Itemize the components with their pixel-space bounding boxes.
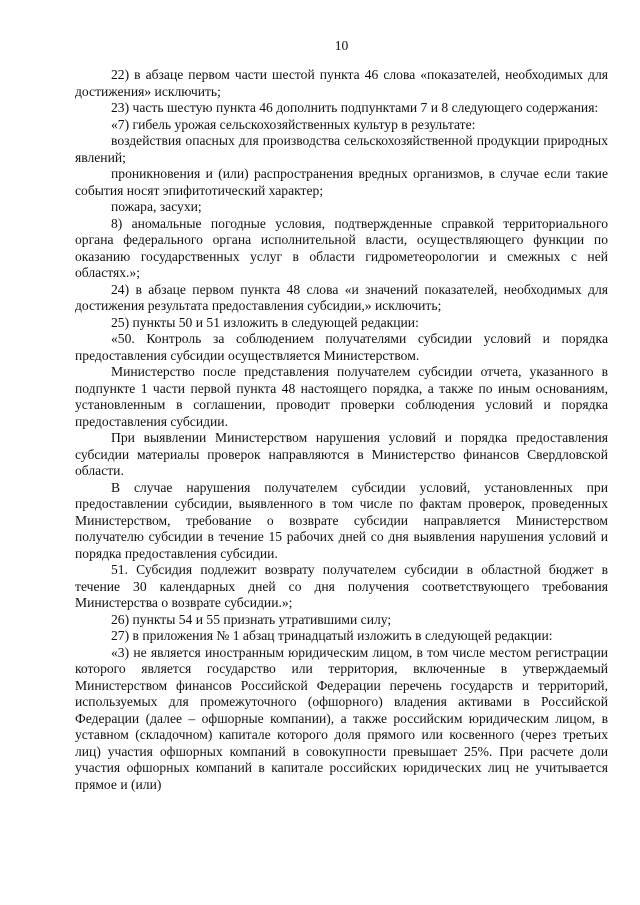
page-number: 10 [334,38,349,53]
paragraph-item-26: 26) пункты 54 и 55 признать утратившими силу; [111,611,392,627]
paragraph-item-22: 22) в абзаце первом части шестой пункта 46 слова «показателей, необходимых для достижения» исключить; [75,67,608,99]
paragraph-subitem-3: «3) не является иностранным юридическим лицом, в том числе местом регистрации которого является государство или территория, включенные в утверждаемый Министерством финансов Российской Федерации перечень государств и территорий, используемых для промежуточного (офшорного) владения активами в Российской Федерации (далее – офшорные компании), а также российским юридическим лицом, в уставном (складочном) капитале которого доля прямого или косвенного (через третьих лиц) участия офшорных компаний в совокупности превышает 25%. При расчете доли участия офшорных компаний в капитале российских юридических лиц не учитывается прямое и (или) [75,644,608,792]
paragraph-violation-found: При выявлении Министерством нарушения условий и порядка предоставления субсидии материалы проверок направляются в Министерство финансов Свердловской области. [75,430,608,478]
paragraph-item-23: 23) часть шестую пункта 46 дополнить подпунктами 7 и 8 следующего содержания: [111,100,599,115]
paragraph-hazard-natural: воздействия опасных для производства сельскохозяйственной продукции природных явлений; [75,133,608,165]
paragraph-refund-demand: В случае нарушения получателем субсидии условий, установленных при предоставлении субсидии, выявленного в том числе по фактам проверок, проведенных Министерством, требование о возврате субсидии направляется Министерством получателю субсидии в течение 15 рабочих дней со дня выявления нарушения условий и порядка предоставления субсидии. [75,479,608,561]
paragraph-item-25: 25) пункты 50 и 51 изложить в следующей редакции: [111,314,419,330]
paragraph-ministry-inspection: Министерство после представления получателем субсидии отчета, указанного в подпункте 1 части первой пункта 48 настоящего порядка, а также по иным основаниям, установленным в соглашении, проводит проверки соблюдения условий и порядка предоставления субсидии. [75,364,608,429]
paragraph-item-24: 24) в абзаце первом пункта 48 слова «и значений показателей, необходимых для достижения результата предоставления субсидии,» исключить; [75,281,608,313]
paragraph-item-27: 27) в приложения № 1 абзац тринадцатый изложить в следующей редакции: [111,628,553,643]
paragraph-clause-51: 51. Субсидия подлежит возврату получателем субсидии в областной бюджет в течение 30 календарных дней со дня получения соответствующего требования Министерства о возврате субсидии.»; [75,562,608,610]
paragraph-hazard-fire: пожара, засухи; [111,199,202,214]
paragraph-hazard-pests: проникновения и (или) распространения вредных организмов, в случае если такие события носят эпифитотический характер; [75,166,608,198]
paragraph-subitem-7: «7) гибель урожая сельскохозяйственных культур в результате: [111,116,476,132]
paragraph-subitem-8: 8) аномальные погодные условия, подтвержденные справкой территориального органа федерального органа исполнительной власти, осуществляющего функции по оказанию государственных услуг в области гидрометеорологии и смежных с ней областях.»; [75,215,608,280]
paragraph-clause-50: «50. Контроль за соблюдением получателями субсидии условий и порядка предоставления субсидии осуществляется Министерством. [75,331,608,363]
